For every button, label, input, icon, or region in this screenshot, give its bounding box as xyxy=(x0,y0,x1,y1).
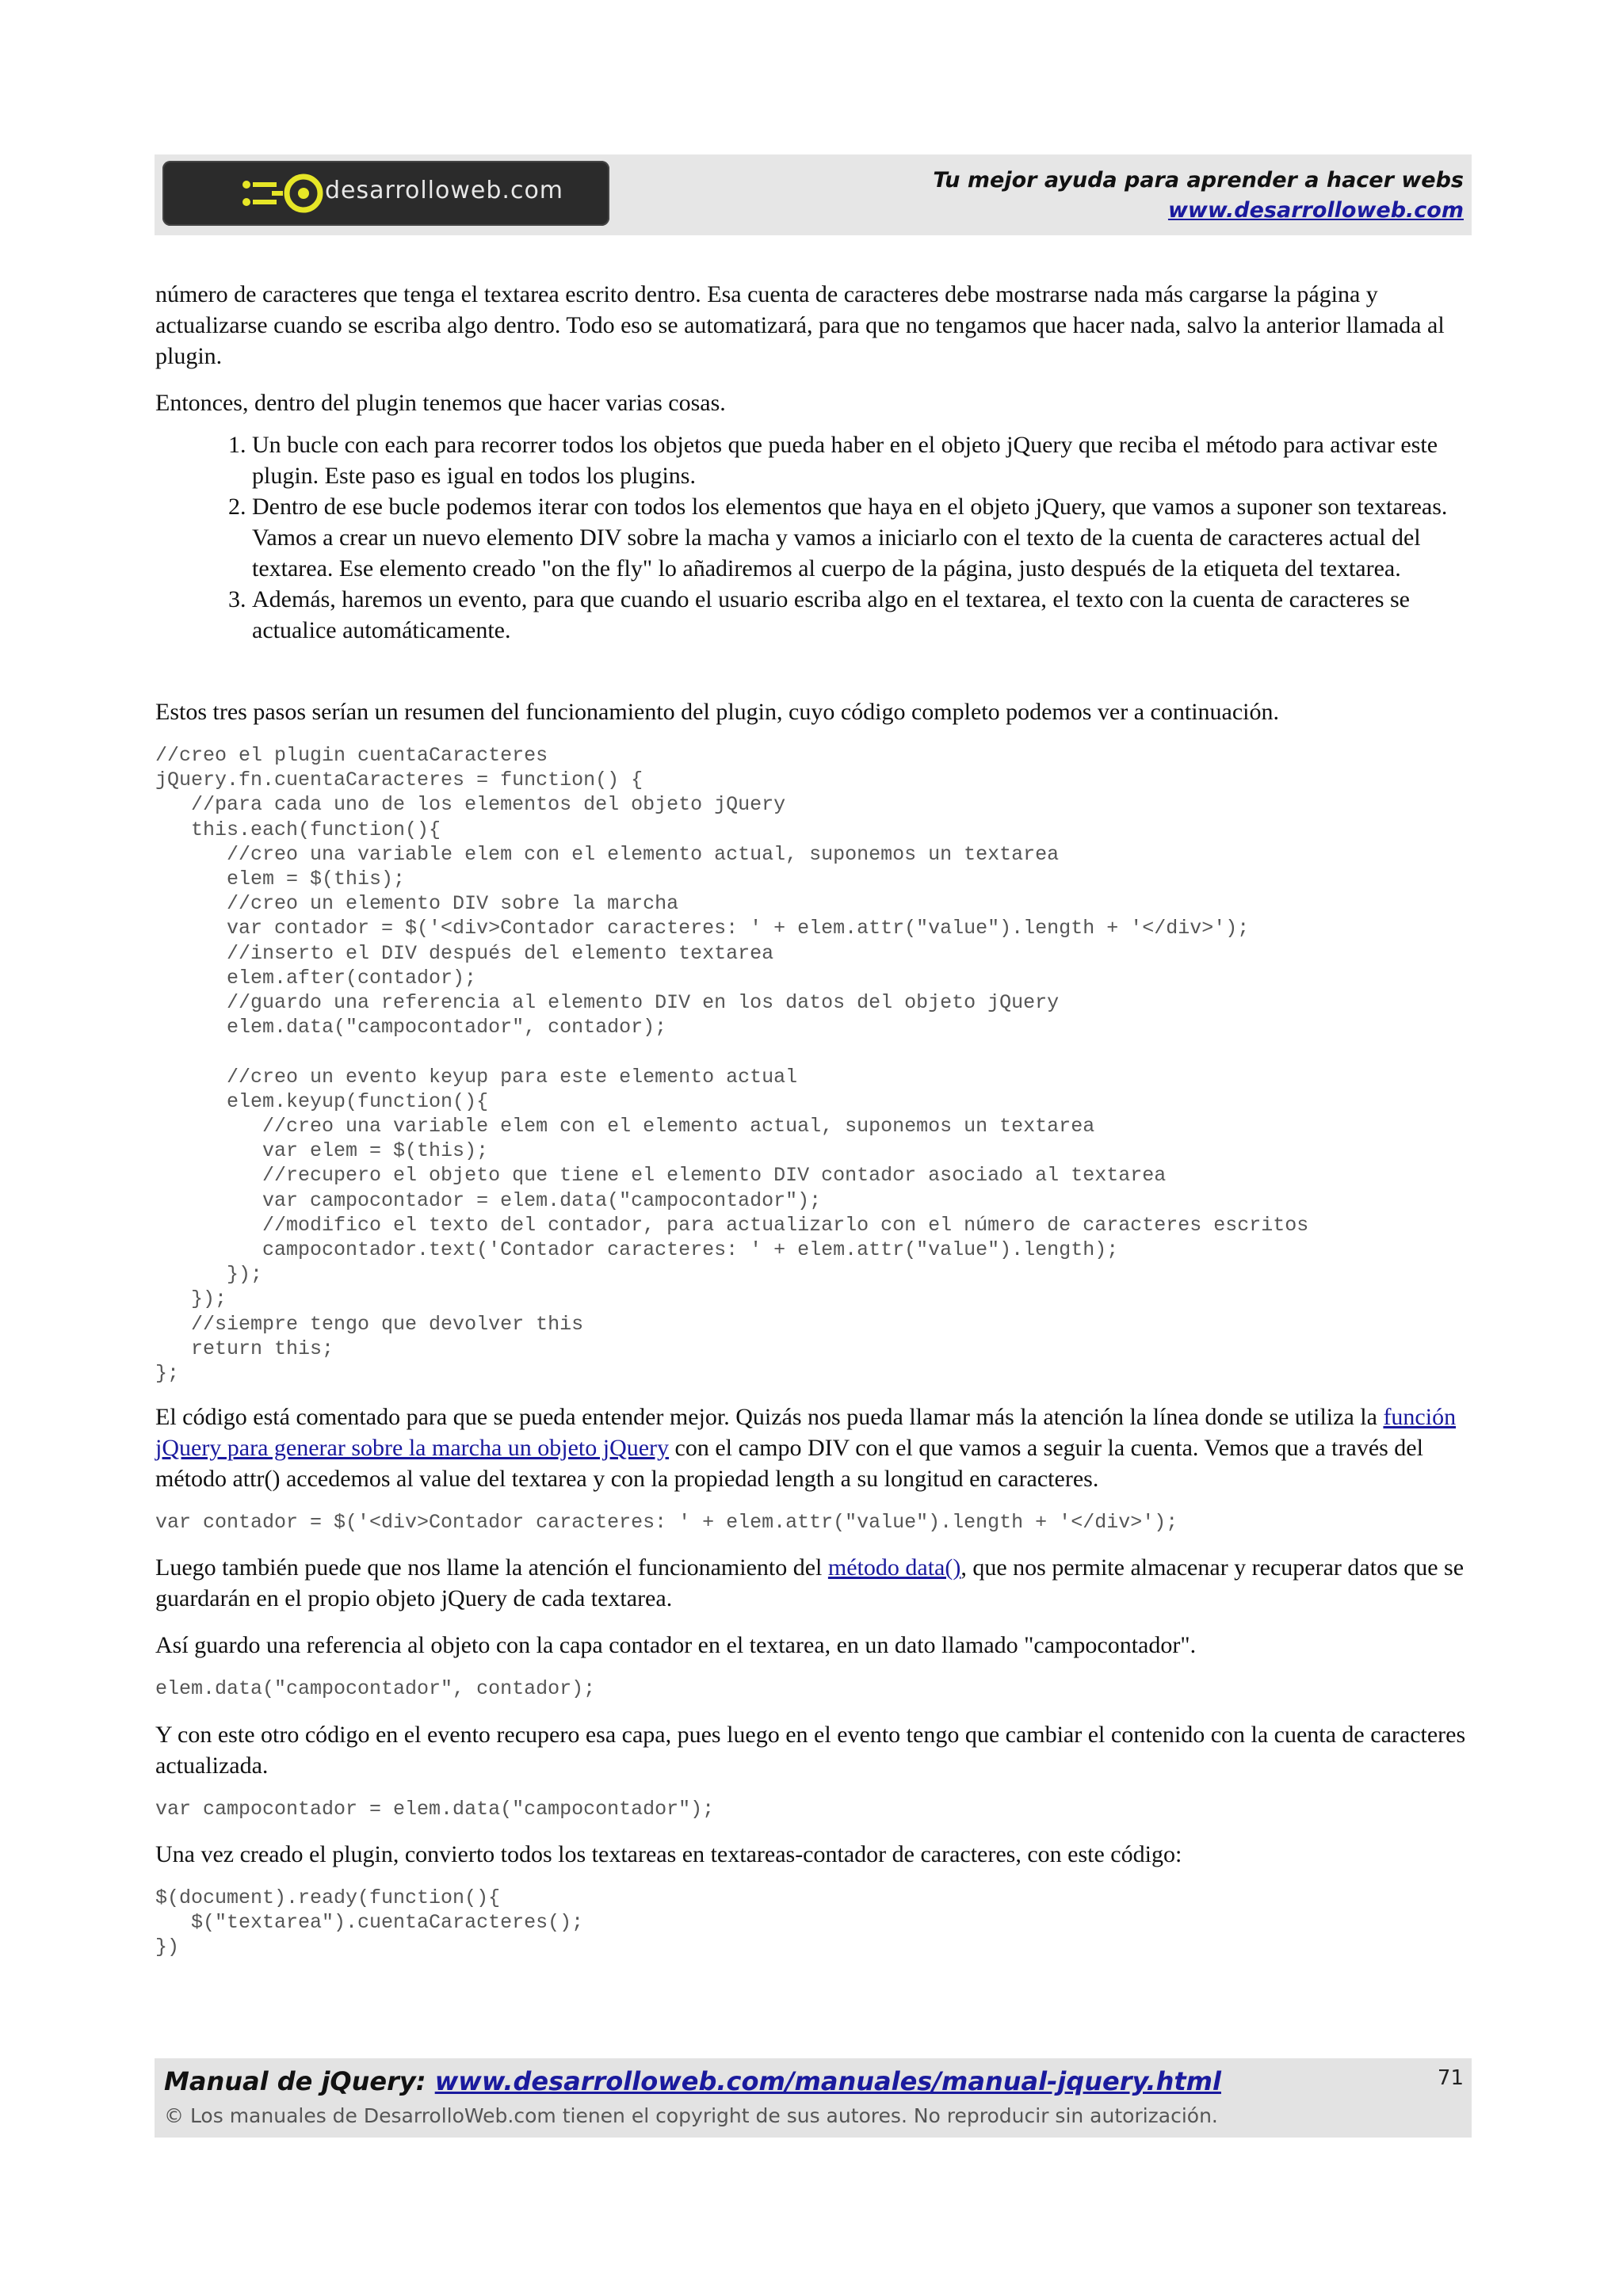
page-footer xyxy=(155,2058,1472,2138)
copyright-notice: © Los manuales de DesarrolloWeb.com tienen el copyright de sus autores. No reproducir sin autorización. xyxy=(164,2104,1218,2127)
text: El código está comentado para que se pueda entender mejor. Quizás nos pueda llamar más la atención la línea donde se utiliza la xyxy=(155,1404,1384,1431)
manual-link[interactable]: www.desarrolloweb.com/manuales/manual-jquery.html xyxy=(434,2066,1221,2096)
code-block-data-store: elem.data("campocontador", contador); xyxy=(155,1677,596,1701)
site-link[interactable]: www.desarrolloweb.com xyxy=(1167,198,1464,223)
paragraph-retrieve: Y con este otro código en el evento recupero esa capa, pues luego en el evento tengo que cambiar el contenido con la cuenta de caracteres actualizada. xyxy=(155,1721,1466,1779)
paragraph-data-method xyxy=(155,1552,1471,1614)
list-item: 3. Además, haremos un evento, para que cuando el usuario escriba algo en el textarea, el texto con la cuenta de caracteres se actualice automáticamente. xyxy=(252,584,1471,646)
data-method-link[interactable]: método data() xyxy=(827,1554,961,1581)
header-tagline xyxy=(933,166,1464,226)
jquery-function-link[interactable]: función jQuery para generar sobre la marcha un objeto jQuery xyxy=(155,1404,1457,1462)
steps-list xyxy=(155,429,1471,646)
logo-icon xyxy=(239,174,326,213)
text: , que nos permite almacenar y recuperar datos que se guardarán en el propio objeto jQuery de cada textarea. xyxy=(155,1554,1465,1612)
list-item: 2. Dentro de ese bucle podemos iterar con todos los elementos que haya en el objeto jQuery, que vamos a suponer son textareas. Vamos a crear un nuevo elemento DIV sobre la macha y vamos a iniciarlo con el texto de la cuenta de caracteres actual del textarea. Ese elemento creado "on the fly" lo añadiremos al cuerpo de la página, justo después de la etiqueta del textarea. xyxy=(252,491,1471,584)
code-block-plugin: //creo el plugin cuentaCaracteres jQuery.fn.cuentaCaracteres = function() { //para cada uno de los elementos del objeto jQuery this.each(function(){ //creo una variable elem con el elemento actual, suponemos un textarea elem = $(this); //creo un elemento DIV sobre la marcha var contador = $('<div>Contador caracteres: ' + elem.attr("value").length + '</div>'); //inserto el DIV después del elemento textarea elem.after(contador); //guardo una referencia al elemento DIV en los datos del objeto jQuery elem.data("campocontador", contador); //creo un evento keyup para este elemento actual elem.keyup(function(){ //creo una variable elem con el elemento actual, suponemos un textarea var elem = $(this); //recupero el objeto que tiene el elemento DIV contador asociado al textarea var campocontador = elem.data("campocontador"); //modifico el texto del contador, para actualizarlo con el número de caracteres escritos campocontador.text('Contador caracteres: ' + elem.attr("value").length); }); }); //siempre tengo que devolver this return this; }; xyxy=(155,744,1309,1386)
footer-title xyxy=(164,2066,1221,2096)
page-content xyxy=(155,279,1471,1976)
paragraph-intro: número de caracteres que tenga el textarea escrito dentro. Esa cuenta de caracteres debe mostrarse nada más cargarse la página y actualizarse cuando se escriba algo dentro. Todo eso se automatizará, para que no tengamos que hacer nada, salvo la anterior llamada al plugin. xyxy=(155,281,1445,369)
site-logo[interactable] xyxy=(162,161,609,226)
manual-label: Manual de jQuery: xyxy=(164,2066,435,2096)
text: con el campo DIV con el que vamos a seguir la cuenta. Vemos que a través del método attr() accedemos al value del textarea y con la propiedad length a su longitud en caracteres. xyxy=(155,1435,1423,1493)
text: Luego también puede que nos llame la atención el funcionamiento del xyxy=(155,1554,828,1581)
paragraph-explanation xyxy=(155,1402,1471,1494)
paragraph-reference: Así guardo una referencia al objeto con la capa contador en el textarea, en un dato llamado "campocontador". xyxy=(155,1632,1197,1659)
tagline-text: Tu mejor ayuda para aprender a hacer webs xyxy=(933,168,1464,193)
paragraph-steps-intro: Entonces, dentro del plugin tenemos que hacer varias cosas. xyxy=(155,390,726,416)
paragraph-usage: Una vez creado el plugin, convierto todos los textareas en textareas-contador de caracteres, con este código: xyxy=(155,1840,1182,1867)
page-number: 71 xyxy=(1437,2066,1464,2090)
code-block-contador: var contador = $('<div>Contador caracteres: ' + elem.attr("value").length + '</div>'); xyxy=(155,1511,1178,1535)
code-block-ready: $(document).ready(function(){ $("textarea").cuentaCaracteres(); }) xyxy=(155,1886,584,1959)
logo-text: desarrolloweb.com xyxy=(325,177,564,204)
code-block-data-get: var campocontador = elem.data("campocontador"); xyxy=(155,1797,715,1821)
paragraph-summary: Estos tres pasos serían un resumen del funcionamiento del plugin, cuyo código completo podemos ver a continuación. xyxy=(155,699,1279,725)
page-header xyxy=(155,154,1472,235)
list-item: 1. Un bucle con each para recorrer todos los objetos que pueda haber en el objeto jQuery que reciba el método para activar este plugin. Este paso es igual en todos los plugins. xyxy=(252,429,1471,491)
